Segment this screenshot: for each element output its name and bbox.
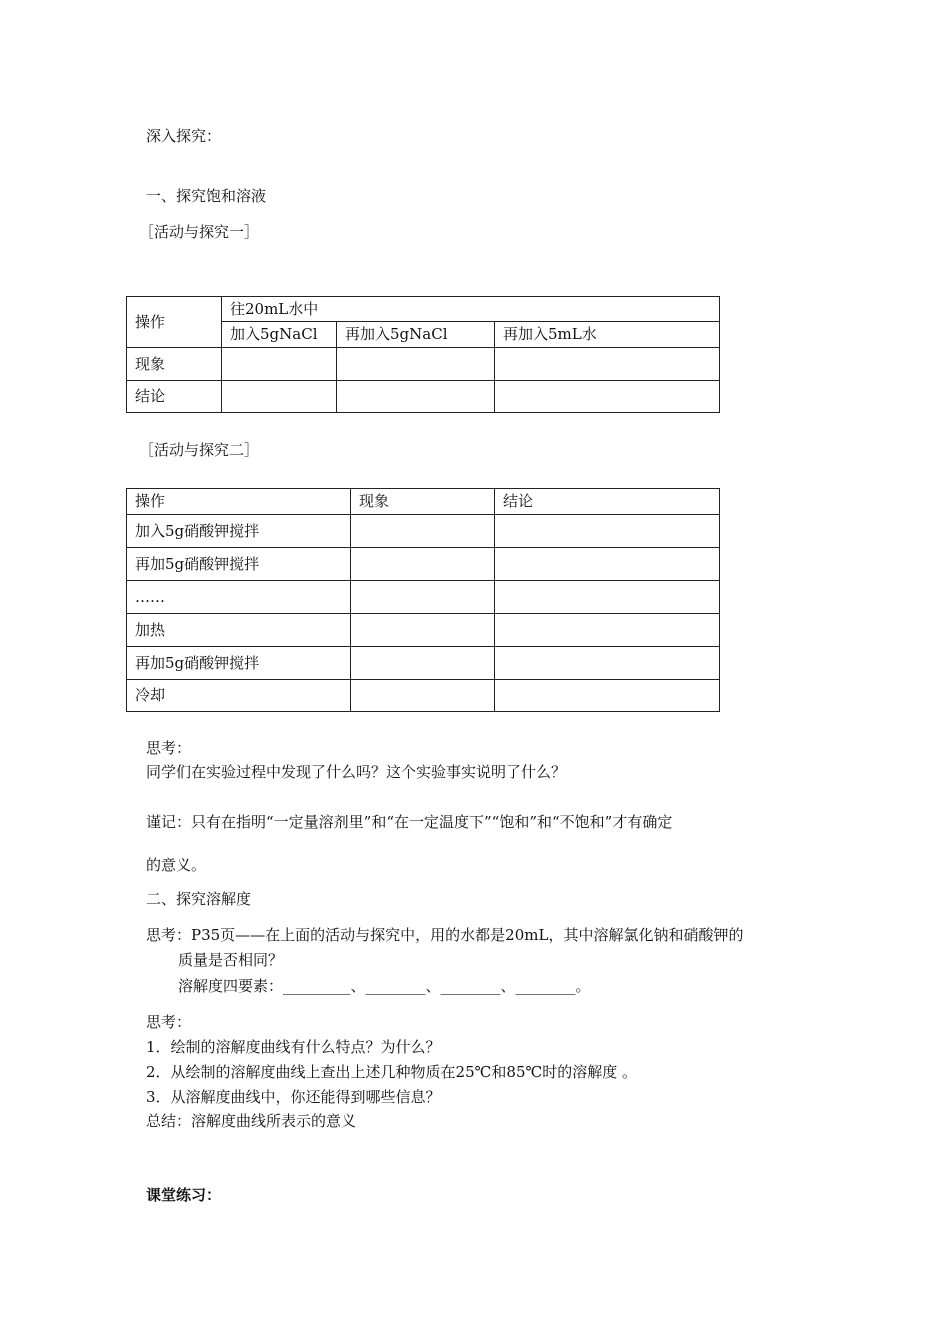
- table-cell: [495, 515, 720, 548]
- table-cell: [337, 381, 495, 413]
- remember-line1: 谨记：只有在指明“一定量溶剂里”和“在一定温度下”“饱和”和“不饱和”才有确定: [146, 813, 673, 831]
- table-cell: [495, 614, 720, 647]
- table1-row-label: 结论: [127, 381, 222, 413]
- activity2-label: ［活动与探究二］: [139, 441, 260, 459]
- table2-op-cell: 加热: [127, 614, 351, 647]
- table2-op-cell: 再加5g硝酸钾搅拌: [127, 647, 351, 680]
- table-row: [127, 581, 720, 614]
- table-cell: [351, 680, 495, 712]
- table-cell: [495, 647, 720, 680]
- table1-sub-header: 再加入5mL水: [495, 322, 720, 348]
- table-row: [127, 381, 720, 413]
- activity1-label: ［活动与探究一］: [139, 223, 260, 241]
- table1-sub-header: 加入5gNaCl: [222, 322, 337, 348]
- table-cell: [222, 381, 337, 413]
- activity2-table: [126, 488, 720, 712]
- table1-row-label: 现象: [127, 348, 222, 381]
- table-row: [127, 515, 720, 548]
- table-cell: [351, 614, 495, 647]
- four-elements: 溶解度四要素：_________、________、________、________。: [178, 977, 591, 995]
- think3-label: 思考：: [146, 1013, 192, 1031]
- table2-op-cell: 再加5g硝酸钾搅拌: [127, 548, 351, 581]
- table-row: [127, 647, 720, 680]
- think2-line2: 质量是否相同？: [178, 951, 284, 969]
- table2-op-cell: 加入5g硝酸钾搅拌: [127, 515, 351, 548]
- question-item: 2．从绘制的溶解度曲线上查出上述几种物质在25℃和85℃时的溶解度 。: [146, 1063, 638, 1081]
- table-row: [127, 680, 720, 712]
- table1-op-label: 操作: [127, 297, 222, 348]
- question-item: 3．从溶解度曲线中，你还能得到哪些信息？: [146, 1088, 441, 1106]
- table2-op-cell: ……: [127, 581, 351, 614]
- table-cell: [351, 515, 495, 548]
- table2-header: 操作: [127, 489, 351, 515]
- table2-header: 结论: [495, 489, 720, 515]
- intro-heading: 深入探究：: [146, 127, 222, 145]
- table-cell: [495, 581, 720, 614]
- table-cell: [495, 348, 720, 381]
- table-cell: [495, 680, 720, 712]
- section2-title: 二、探究溶解度: [146, 890, 252, 908]
- table-cell: [351, 548, 495, 581]
- summary: 总结：溶解度曲线所表示的意义: [146, 1112, 357, 1130]
- table-cell: [495, 548, 720, 581]
- table-row: [127, 348, 720, 381]
- table-cell: [495, 381, 720, 413]
- think1-label: 思考：: [146, 739, 192, 757]
- activity1-table: [126, 296, 720, 413]
- question-item: 1．绘制的溶解度曲线有什么特点？为什么？: [146, 1038, 441, 1056]
- table2-op-cell: 冷却: [127, 680, 351, 712]
- table-cell: [222, 348, 337, 381]
- section1-title: 一、探究饱和溶液: [146, 187, 267, 205]
- think1-question: 同学们在实验过程中发现了什么吗？这个实验事实说明了什么？: [146, 763, 567, 781]
- table2-header: 现象: [351, 489, 495, 515]
- table1-sub-header: 再加入5gNaCl: [337, 322, 495, 348]
- table-row: [127, 614, 720, 647]
- table-row: [127, 548, 720, 581]
- table-cell: [337, 348, 495, 381]
- practice-title: 课堂练习：: [146, 1186, 222, 1204]
- table-cell: [351, 581, 495, 614]
- think2-line1: 思考：P35页——在上面的活动与探究中，用的水都是20mL，其中溶解氯化钠和硝酸钾的: [146, 926, 744, 944]
- remember-line2: 的意义。: [146, 856, 207, 874]
- table-cell: [351, 647, 495, 680]
- table1-top-header: 往20mL水中: [222, 297, 720, 322]
